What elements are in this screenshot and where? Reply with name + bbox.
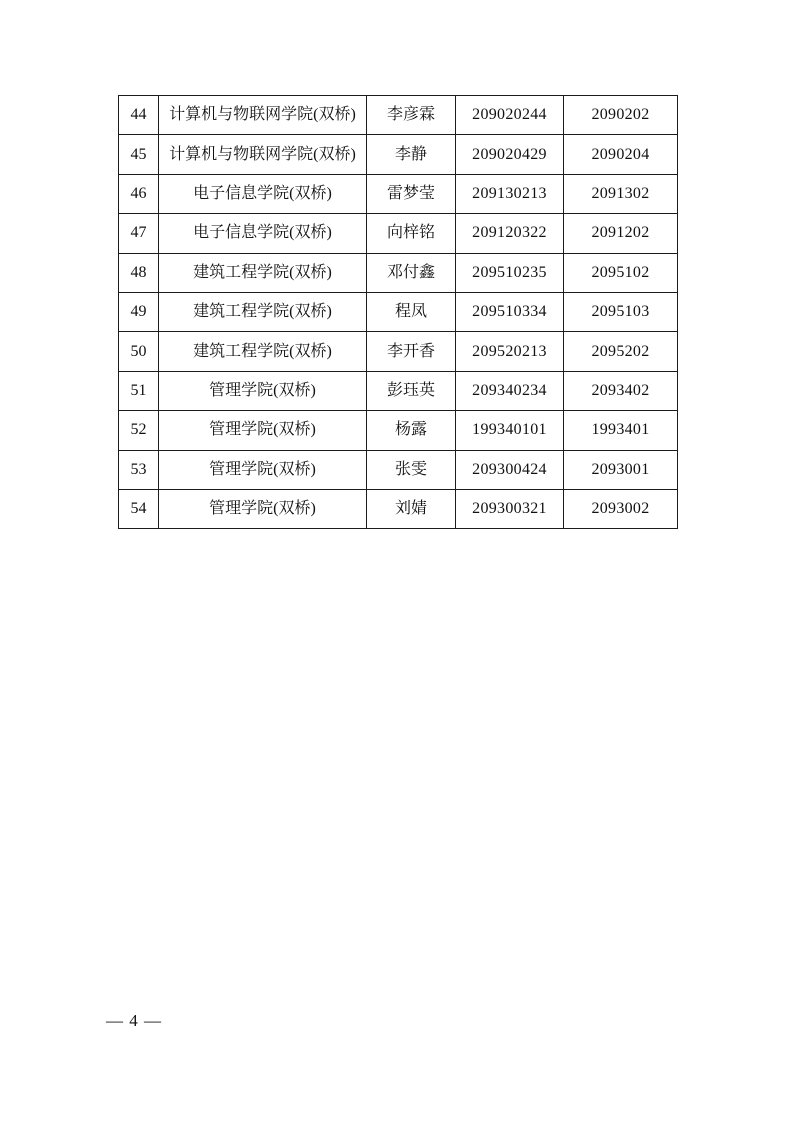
cell-row-number: 48 bbox=[119, 253, 159, 292]
cell-row-number: 45 bbox=[119, 135, 159, 174]
cell-student-name: 向梓铭 bbox=[367, 214, 456, 253]
cell-class-id: 2093001 bbox=[564, 450, 678, 489]
table-row bbox=[119, 371, 678, 410]
cell-student-id: 209130213 bbox=[456, 174, 564, 213]
cell-student-id: 209300321 bbox=[456, 489, 564, 528]
cell-class-id: 2090202 bbox=[564, 96, 678, 135]
cell-student-name: 程凤 bbox=[367, 292, 456, 331]
table-row bbox=[119, 253, 678, 292]
cell-college: 管理学院(双桥) bbox=[159, 450, 367, 489]
cell-class-id: 2091202 bbox=[564, 214, 678, 253]
cell-student-name: 雷梦莹 bbox=[367, 174, 456, 213]
cell-class-id: 2093002 bbox=[564, 489, 678, 528]
cell-student-id: 209510334 bbox=[456, 292, 564, 331]
cell-row-number: 50 bbox=[119, 332, 159, 371]
cell-row-number: 46 bbox=[119, 174, 159, 213]
cell-student-id: 209510235 bbox=[456, 253, 564, 292]
cell-row-number: 49 bbox=[119, 292, 159, 331]
cell-class-id: 1993401 bbox=[564, 411, 678, 450]
cell-class-id: 2093402 bbox=[564, 371, 678, 410]
cell-class-id: 2095102 bbox=[564, 253, 678, 292]
cell-student-name: 李静 bbox=[367, 135, 456, 174]
table-row bbox=[119, 292, 678, 331]
cell-college: 计算机与物联网学院(双桥) bbox=[159, 135, 367, 174]
cell-student-name: 李开香 bbox=[367, 332, 456, 371]
cell-class-id: 2091302 bbox=[564, 174, 678, 213]
table-row bbox=[119, 450, 678, 489]
student-table-body bbox=[119, 96, 678, 529]
cell-row-number: 44 bbox=[119, 96, 159, 135]
cell-college: 计算机与物联网学院(双桥) bbox=[159, 96, 367, 135]
table-row bbox=[119, 174, 678, 213]
table-row bbox=[119, 135, 678, 174]
cell-student-id: 209520213 bbox=[456, 332, 564, 371]
cell-student-id: 209340234 bbox=[456, 371, 564, 410]
cell-student-name: 彭珏英 bbox=[367, 371, 456, 410]
cell-college: 管理学院(双桥) bbox=[159, 411, 367, 450]
cell-college: 管理学院(双桥) bbox=[159, 371, 367, 410]
cell-college: 电子信息学院(双桥) bbox=[159, 214, 367, 253]
student-roster-table bbox=[118, 95, 678, 529]
cell-student-id: 209020429 bbox=[456, 135, 564, 174]
page-number: — 4 — bbox=[106, 1011, 162, 1030]
table-row bbox=[119, 411, 678, 450]
cell-student-id: 209020244 bbox=[456, 96, 564, 135]
cell-student-name: 邓付鑫 bbox=[367, 253, 456, 292]
cell-college: 建筑工程学院(双桥) bbox=[159, 292, 367, 331]
cell-student-id: 209120322 bbox=[456, 214, 564, 253]
table-row bbox=[119, 489, 678, 528]
table-row bbox=[119, 332, 678, 371]
cell-class-id: 2095103 bbox=[564, 292, 678, 331]
cell-student-name: 刘婧 bbox=[367, 489, 456, 528]
cell-class-id: 2090204 bbox=[564, 135, 678, 174]
table-row bbox=[119, 214, 678, 253]
table-row bbox=[119, 96, 678, 135]
cell-student-id: 209300424 bbox=[456, 450, 564, 489]
cell-college: 管理学院(双桥) bbox=[159, 489, 367, 528]
cell-student-name: 李彦霖 bbox=[367, 96, 456, 135]
cell-row-number: 47 bbox=[119, 214, 159, 253]
cell-row-number: 52 bbox=[119, 411, 159, 450]
cell-row-number: 54 bbox=[119, 489, 159, 528]
cell-student-name: 张雯 bbox=[367, 450, 456, 489]
cell-row-number: 51 bbox=[119, 371, 159, 410]
cell-student-id: 199340101 bbox=[456, 411, 564, 450]
cell-college: 建筑工程学院(双桥) bbox=[159, 253, 367, 292]
cell-college: 建筑工程学院(双桥) bbox=[159, 332, 367, 371]
cell-row-number: 53 bbox=[119, 450, 159, 489]
cell-class-id: 2095202 bbox=[564, 332, 678, 371]
cell-student-name: 杨露 bbox=[367, 411, 456, 450]
cell-college: 电子信息学院(双桥) bbox=[159, 174, 367, 213]
